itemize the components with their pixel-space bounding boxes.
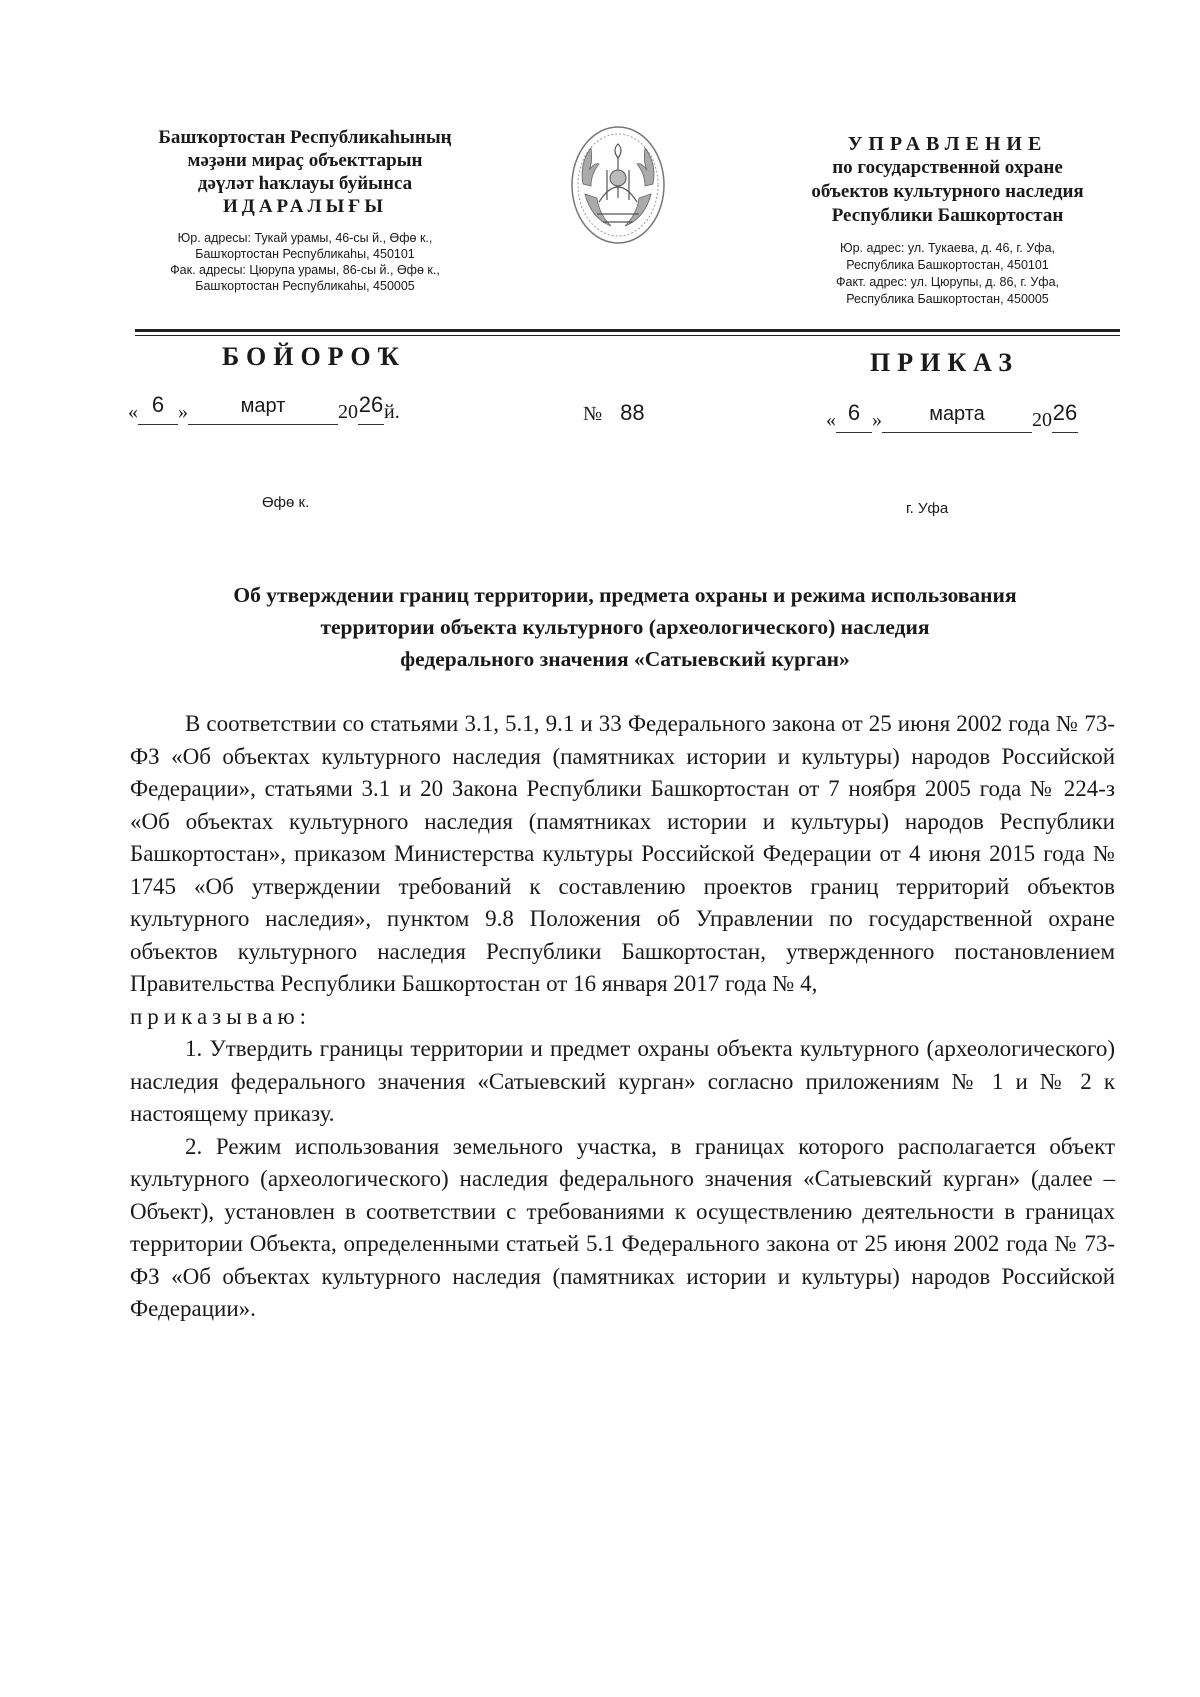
header-left-line-1: Башҡортостан Республикаһының [158,127,452,148]
header-left-address-line-1: Юр. адресы: Тукай урамы, 46-сы й., Өфө к., [177,231,433,245]
order-number [583,400,645,426]
date-right-day-blank [836,400,872,433]
header-divider-thin [135,335,1120,336]
date-left [128,392,400,425]
date-left-day-blank [138,392,178,425]
body-item-1: 1. Утвердить границы территории и предмет охраны объекта культурного (археологического) наследия федерального значения «Сатыевский курган» согласно приложениям № 1 и № 2 к настоящему приказу. [130,1036,1115,1126]
header-right-line-2: объектов культурного наследия [811,181,1084,202]
date-left-year: 26 [358,392,384,417]
title-line-2: территории объекта культурного (археологического) наследия [320,615,930,639]
date-right [826,400,1078,433]
header-left-address-line-2: Башҡортостан Республикаһы, 450101 [195,247,415,261]
quote-close: » [178,401,188,423]
body-order-word: приказываю: [130,1003,312,1029]
date-right-year: 26 [1052,400,1078,425]
date-right-month: марта [929,403,985,425]
header-left-org-word: ИДАРАЛЫҒЫ [222,196,388,217]
header-left-address-line-4: Башҡортостан Республикаһы, 450005 [195,279,415,293]
number-value: 88 [620,400,645,425]
body-item-2: 2. Режим использования земельного участка, в границах которого располагается объект культурного (археологического) наследия федерального значения «Сатыевский курган» (далее – Объект), установлен в соответствии с требованиями к осуществлению деятельности в границах территории Объекта, определенными статьей 5.1 Федерального закона от 25 июня 2002 года № 73-ФЗ «Об объектах культурного наследия (памятниках истории и культуры) народов Российской Федерации». [130,1133,1115,1321]
number-label: № [583,403,603,425]
date-right-year-prefix: 20 [1032,409,1052,431]
header-right-address [770,240,1125,308]
date-left-month: март [240,395,286,417]
header-right-address-line-4: Республика Башкортостан, 450005 [846,292,1049,306]
title-line-3: федерального значения «Сатыевский курган» [400,647,850,671]
body-preamble: В соответствии со статьями 3.1, 5.1, 9.1 и 33 Федерального закона от 25 июня 2002 года № 73-ФЗ «Об объектах культурного наследия (памятниках истории и культуры) народов Российской Федерации», статьями 3.1 и 20 Закона Республики Башкортостан от 7 ноября 2005 года № 224-з «Об объектах культурного наследия (памятниках истории и культуры) народов Республики Башкортостан», приказом Министерства культуры Российской Федерации от 4 июня 2015 года № 1745 «Об утверждении требований к составлению проектов границ территорий объектов культурного наследия», пунктом 9.8 Положения об Управлении по государственной охране объектов культурного наследия Республики Башкортостан, утвержденного постановлением Правительства Республики Башкортостан от 16 января 2017 года № 4, [130,711,1115,996]
quote-open: « [826,409,836,431]
header-right-org-block [770,132,1125,308]
date-left-year-blank [358,392,384,425]
document-title [130,579,1120,675]
header-left-address [105,230,505,294]
date-left-day: 6 [151,392,165,417]
header-right-line-3: Республики Башкортостан [831,205,1064,226]
date-right-year-blank [1052,400,1078,433]
header-right-title: УПРАВЛЕНИЕ [847,133,1048,155]
header-right-address-line-2: Республика Башкортостан, 450101 [846,258,1049,272]
order-word-bashkir: БОЙОРОҠ [222,342,407,371]
document-body [130,708,1115,1326]
coat-of-arms-icon [567,122,669,248]
date-left-month-blank [188,395,338,425]
header-right-line-1: по государственной охране [832,157,1063,178]
date-right-month-blank [882,403,1032,433]
header-left-line-3: дәүләт һаҡлауы буйынса [197,173,413,194]
date-left-year-prefix: 20 [338,401,358,423]
date-left-suffix: й. [384,401,400,423]
header-left-line-2: мәҙәни мираҫ объекттарын [187,150,423,171]
city-bashkir: Өфө к. [262,494,310,511]
title-line-1: Об утверждении границ территории, предмета охраны и режима использования [233,583,1017,607]
quote-open: « [128,401,138,423]
header-left-org-block [105,126,505,294]
order-word-russian: ПРИКАЗ [870,348,1020,377]
header-left-address-line-3: Фак. адресы: Цюрупа урамы, 86-сы й., Өфө к., [170,263,440,277]
quote-close: » [872,409,882,431]
city-russian: г. Уфа [906,500,949,517]
header-divider-thick [135,329,1120,332]
header-right-address-line-3: Факт. адрес: ул. Цюрупы, д. 86, г. Уфа, [835,275,1059,289]
header-right-address-line-1: Юр. адрес: ул. Тукаева, д. 46, г. Уфа, [839,241,1056,255]
date-right-day: 6 [847,400,861,425]
